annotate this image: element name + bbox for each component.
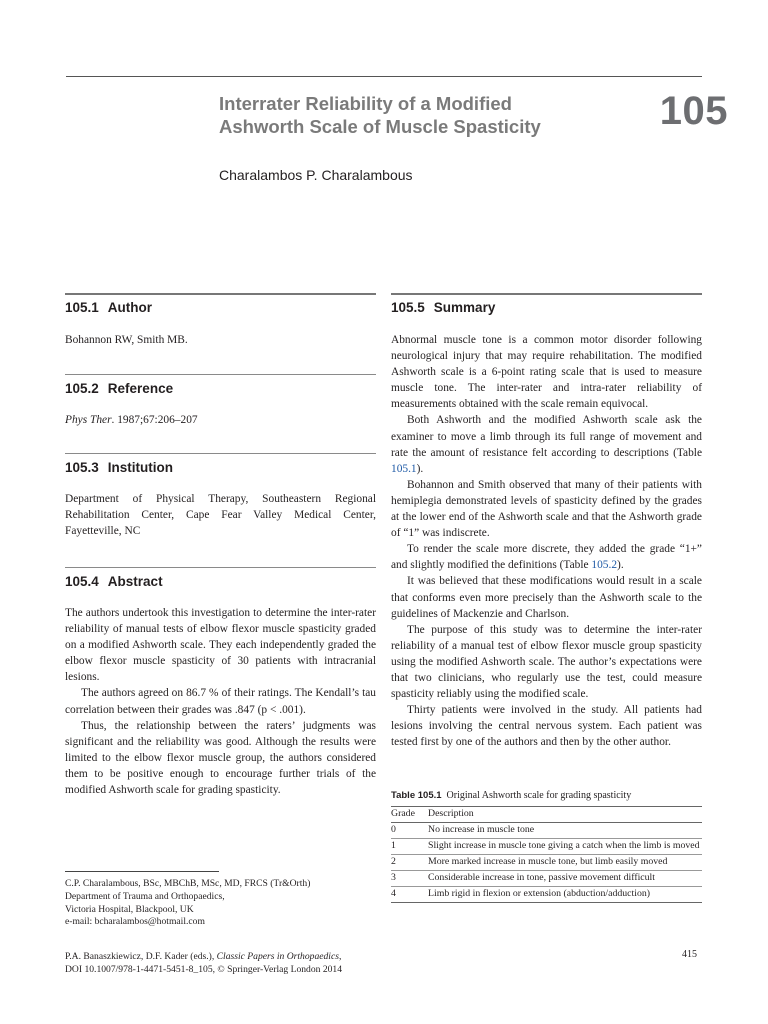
section-heading-summary [391,299,495,316]
author-affiliation-footnote [65,878,385,929]
section-number: 105.5 [391,300,425,315]
header-rule [66,76,702,77]
chapter-title-line-2: Ashworth Scale of Muscle Spasticity [219,116,541,137]
table-link[interactable]: 105.2 [591,559,618,572]
table-cell: Slight increase in muscle tone giving a catch when the limb is moved [428,839,702,855]
doi-line: DOI 10.1007/978-1-4471-5451-8_105, © Springer-Verlag London 2014 [65,964,343,975]
section-heading-institution [65,459,173,476]
institution-paragraph: Department of Physical Therapy, Southeastern Regional Rehabilitation Center, Cape Fear Valley Medical Center, Fayetteville, NC [65,493,376,538]
summary-text-span: ). [617,559,624,572]
footnote-email: e-mail: bcharalambos@hotmail.com [65,916,205,928]
table-header-cell: Grade [391,807,428,823]
footnote-line: C.P. Charalambous, BSc, MBChB, MSc, MD, FRCS (Tr&Orth) [65,878,311,889]
reference-text [65,412,376,428]
table-label: Table 105.1 [391,790,442,801]
section-title: Author [107,300,153,315]
table-cell: More marked increase in muscle tone, but limb easily moved [428,855,702,871]
table-row [391,871,702,887]
table-row [391,823,702,839]
summary-paragraph-2 [391,412,702,476]
section-number: 105.3 [65,460,99,475]
section-rule [391,293,702,295]
editors: P.A. Banaszkiewicz, D.F. Kader (eds.), [65,951,217,962]
section-title: Institution [107,460,174,475]
table-header-cell: Description [428,807,702,823]
punctuation: , [338,951,342,962]
footnote-line: Victoria Hospital, Blackpool, UK [65,903,194,915]
book-title: Classic Papers in Orthopaedics [216,951,339,962]
summary-paragraph-5: It was believed that these modifications would result in a scale that conforms even more precisely than the Ashworth scale to the guidelines of Mackenzie and Charlson. [391,575,702,620]
table-cell: 3 [391,871,428,887]
chapter-number: 105 [659,89,728,133]
chapter-title [219,92,609,138]
summary-text-span: Both Ashworth and the modified Ashworth scale ask the examiner to move a limb through its full range of movement and rate the amount of resistance felt according to descriptions (Table [391,414,702,459]
table-caption [391,789,631,803]
page-number: 415 [682,949,697,960]
summary-text-span: To render the scale more discrete, they added the grade “1+” and slightly modified the definitions (Table [391,543,702,572]
table-cell: No increase in muscle tone [428,823,702,839]
ashworth-scale-table [391,806,702,903]
section-title: Summary [433,300,496,315]
table-caption-text: Original Ashworth scale for grading spasticity [446,790,632,801]
table-cell: 2 [391,855,428,871]
abstract-paragraph-2: The authors agreed on 86.7 % of their ratings. The Kendall’s tau correlation between their grades was .847 (p < .001). [65,687,376,716]
summary-paragraph-1: Abnormal muscle tone is a common motor disorder following neurological injury that may require rehabilitation. The modified Ashworth scale is a 6-point rating scale that is used to measure muscle tone. The inter-rater and intra-rater reliability of measurements obtained with the scale remain equivocal. [391,334,702,411]
table-link[interactable]: 105.1 [391,462,417,475]
chapter-title-line-1: Interrater Reliability of a Modified [219,93,512,114]
reference-paragraph [65,412,376,428]
summary-text [391,332,702,750]
section-rule [65,374,376,375]
table-cell: Limb rigid in flexion or extension (abduction/adduction) [428,887,702,903]
section-number: 105.4 [65,574,99,589]
summary-paragraph-6: The purpose of this study was to determine the inter-rater reliability of a manual test of elbow flexor muscle group spasticity using the modified Ashworth scale. The author’s expectations were that two clinicians, who regularly use the test, could measure spasticity reliably using the modified scale. [391,623,702,701]
publication-info [65,950,395,976]
footnote-rule [65,871,219,872]
chapter-author: Charalambos P. Charalambous [219,167,413,183]
table-cell: Considerable increase in tone, passive movement difficult [428,871,702,887]
table-row [391,855,702,871]
summary-paragraph-4 [391,541,702,573]
publication-line [65,950,395,963]
author-paragraph: Bohannon RW, Smith MB. [65,334,188,346]
section-number: 105.1 [65,300,99,315]
table-header-row [391,807,702,823]
citation: . 1987;67:206–207 [111,414,198,426]
section-title: Abstract [107,574,163,589]
section-heading-abstract [65,573,163,590]
section-title: Reference [107,381,174,396]
section-heading-reference [65,380,173,397]
table-row [391,839,702,855]
section-number: 105.2 [65,381,99,396]
institution-text [65,491,376,539]
section-rule [65,453,376,454]
summary-paragraph-7: Thirty patients were involved in the study. All patients had lesions involving the central nervous system. Each patient was tested first by one of the authors and then by the other author. [391,704,702,749]
author-text [65,332,376,348]
table-cell: 1 [391,839,428,855]
abstract-paragraph-1: The authors undertook this investigation to determine the inter-rater reliability of manual tests of elbow flexor muscle spasticity graded on a modified Ashworth scale. They each independently graded the elbow flexor muscle spasticity of 30 patients with intracranial lesions. [65,607,376,684]
summary-text-span: ). [416,462,424,475]
table-cell: 4 [391,887,428,903]
abstract-paragraph-3: Thus, the relationship between the raters’ judgments was significant and the reliability was good. Although the results were limited to the elbow flexor muscle group, the authors considered them to be positive enough to encourage further trials of the modified Ashworth scale for grading spasticity. [65,719,376,797]
table-cell: 0 [391,823,428,839]
journal-name: Phys Ther [65,414,112,426]
section-rule [65,567,376,568]
table-row [391,887,702,903]
section-heading-author [65,299,152,316]
footnote-line: Department of Trauma and Orthopaedics, [65,890,225,902]
abstract-text [65,605,376,798]
summary-paragraph-3: Bohannon and Smith observed that many of their patients with hemiplegia demonstrated levels of spasticity defined by the grades at the lower end of the Ashworth scale and that the Ashworth grade of “1” was indiscrete. [391,478,702,540]
section-rule [65,293,376,295]
